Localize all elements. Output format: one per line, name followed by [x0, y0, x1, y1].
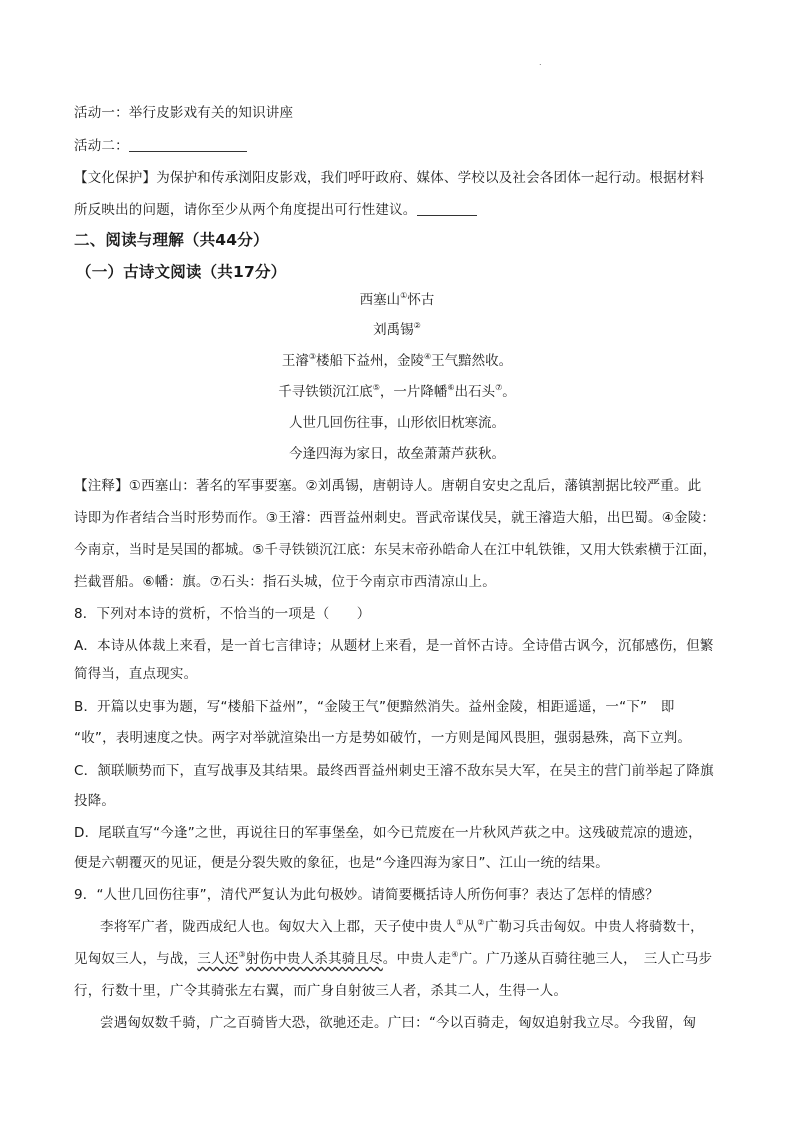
passage-text: 从 [463, 919, 478, 935]
poem-note-7: ⑦ [495, 383, 503, 392]
passage-text: 。中贵人走 [382, 951, 452, 967]
passage-text: 李将军广者，陇西成纪人也。匈奴大入上郡，天子使中贵人 [100, 919, 457, 935]
poem-author [0, 320, 794, 340]
activity-two [74, 136, 247, 156]
poem-author-name: 刘禹锡 [373, 322, 414, 338]
passage-note-1: ① [456, 918, 464, 927]
poem-line-1-a: 王濬 [281, 353, 309, 369]
poem-line-1 [0, 351, 794, 371]
passage-p1-line-3: 行，行数十里，广令其骑张左右翼，而广身自射彼三人者，杀其二人，生得一人。 [74, 983, 568, 999]
passage-p1-line-2 [74, 949, 712, 969]
poem-title [0, 290, 794, 310]
activity-one: 活动一：举行皮影戏有关的知识讲座 [74, 105, 294, 121]
passage-text: 见匈奴三人，与战， [74, 951, 198, 967]
notes-line-3: 今南京，当时是吴国的都城。⑤千寻铁锁沉江底：东吴末帝孙皓命人在江中轧铁锥，又用大铁索横于江面， [74, 542, 717, 558]
poem-line-4: 今逢四海为家日，故垒萧萧芦荻秋。 [289, 446, 505, 462]
poem-note-6: ⑥ [447, 383, 455, 392]
poem-line-2-b: ，一片降幡 [379, 384, 448, 400]
wavy-underlined-text: 射伤中贵人杀其骑且尽 [245, 951, 383, 967]
section-title: 二、阅读与理解（共44分） [74, 231, 269, 249]
poem-title-note: ① [400, 291, 408, 300]
q9-stem: 9．“人世几回伤往事”，清代严复认为此句极妙。请简要概括诗人所伤何事？表达了怎样的情感？ [74, 887, 659, 903]
passage-note-2: ② [477, 918, 485, 927]
poem-note-3: ③ [308, 352, 316, 361]
wavy-underlined-text: 三人还 [197, 951, 239, 967]
passage-p2-line-1: 尝遇匈奴数千骑，广之百骑皆大恐，欲驰还走。广曰：“今以百骑走，匈奴追射我立尽。今我留，匈 [100, 1015, 697, 1031]
poem-note-5: ⑤ [372, 383, 380, 392]
header-dot: . [539, 58, 542, 67]
poem-note-4: ④ [424, 352, 432, 361]
q8-option-c[interactable]: C．颔联顺势而下，直写战事及其结果。最终西晋益州刺史王濬不敌东吴大军，在吴主的营门前举起了降旗 [74, 763, 714, 779]
culture-line-1: 【文化保护】为保护和传承浏阳皮影戏，我们呼吁政府、媒体、学校以及社会各团体一起行动。根据材料 [74, 170, 705, 186]
q8-option-b[interactable]: B．开篇以史事为题，写“楼船下益州”，“金陵王气”便黯然消失。益州金陵，相距遥遥，一“下” 即 [74, 699, 675, 715]
culture-line-2-text: 所反映出的问题，请你至少从两个角度提出可行性建议。 [74, 202, 417, 218]
poem-line-2-c: 出石头 [454, 384, 496, 400]
activity-two-label: 活动二： [74, 138, 129, 154]
notes-line-2: 诗即为作者结合当时形势而作。③王濬：西晋益州刺史。晋武帝谋伐吴，就王濬造大船，出巴蜀。④金陵： [74, 510, 716, 526]
passage-note-3: ③ [238, 950, 246, 959]
poem-title-text: 西塞山 [359, 292, 401, 308]
activity-two-blank[interactable] [129, 137, 247, 152]
q8-option-c-cont: 投降。 [74, 793, 116, 809]
section-subtitle: （一）古诗文阅读（共17分） [76, 263, 287, 281]
poem-line-2-a: 千寻铁锁沉江底 [278, 384, 373, 400]
q8-option-a-cont: 简得当，直点现实。 [74, 666, 198, 682]
poem-line-1-b: 楼船下益州，金陵 [316, 353, 424, 369]
q8-stem: 8．下列对本诗的赏析，不恰当的一项是（ ） [74, 606, 371, 622]
passage-p1-line-1 [100, 917, 704, 937]
culture-line-2 [74, 200, 477, 220]
q8-option-d-cont: 便是六朝覆灭的见证，便是分裂失败的象征，也是“今逢四海为家日”、江山一统的结果。 [74, 855, 609, 871]
poem-line-2 [0, 382, 794, 402]
poem-line-2-d: 。 [502, 384, 516, 400]
passage-text: 广勒习兵击匈奴。中贵人将骑数十， [484, 919, 704, 935]
q8-option-d[interactable]: D．尾联直写“今逢”之世，再说往日的军事堡垒，如今已荒废在一片秋风芦荻之中。这残破荒凉的遗迹， [74, 825, 702, 841]
poem-author-note: ② [413, 321, 421, 330]
passage-note-4: ④ [451, 950, 459, 959]
poem-title-text-2: 怀古 [407, 292, 435, 308]
poem-line-1-c: 王气黯然收。 [431, 353, 513, 369]
notes-line-4: 拦截晋船。⑥幡：旗。⑦石头：指石头城，位于今南京市西清凉山上。 [74, 574, 496, 590]
q8-option-b-cont: “收”，表明速度之快。两字对举就渲染出一方是势如破竹，一方则是闻风畏胆，强弱悬殊，高下立判。 [74, 730, 692, 746]
q8-option-a[interactable]: A．本诗从体裁上来看，是一首七言律诗；从题材上来看，是一首怀古诗。全诗借古讽今，沉郁感伤，但繁 [74, 638, 714, 654]
passage-text: 广。广乃遂从百骑往驰三人， 三人亡马步 [458, 951, 713, 967]
culture-answer-blank[interactable] [417, 201, 477, 216]
notes-line-1: 【注释】①西塞山：著名的军事要塞。②刘禹锡，唐朝诗人。唐朝自安史之乱后，藩镇割据比较严重。此 [74, 478, 702, 494]
poem-line-3: 人世几回伤往事，山形依旧枕寒流。 [289, 415, 505, 431]
